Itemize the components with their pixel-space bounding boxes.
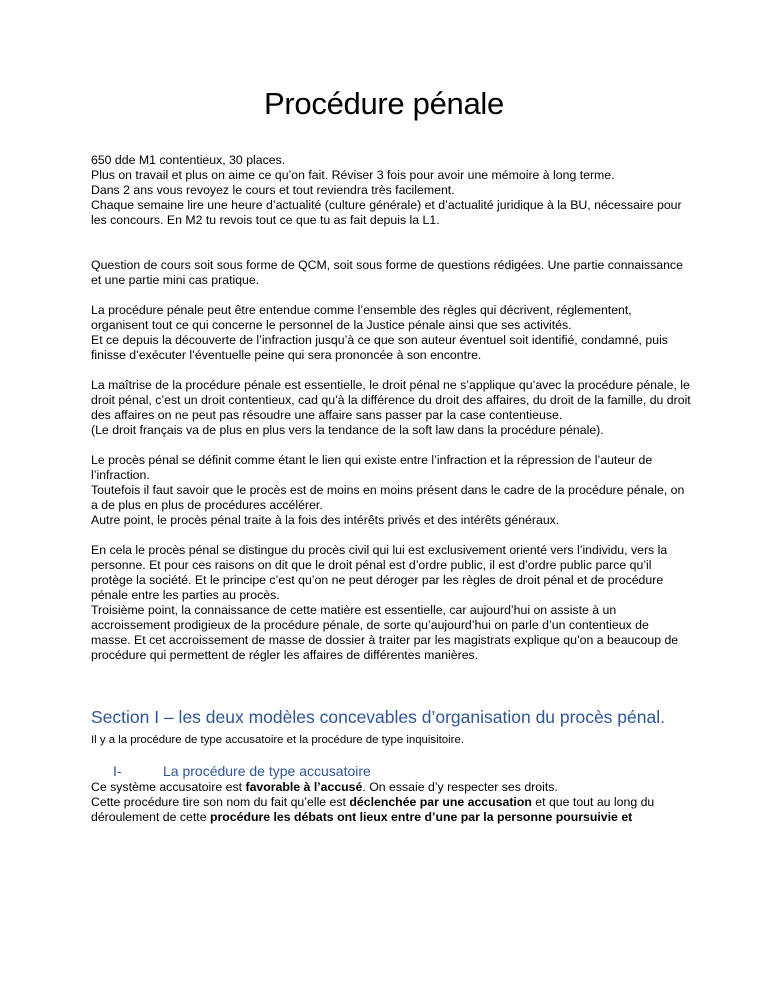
paragraph: Dans 2 ans vous revoyez le cours et tout reviendra très facilement. [91,183,455,197]
text-run: et que tout au long du déroulement de cette [91,795,655,824]
exam-paragraph: Question de cours soit sous forme de QCM, soit sous forme de questions rédigées. Une partie connaissance et une partie mini cas pratique. [91,258,683,287]
paragraph: En cela le procès pénal se distingue du procès civil qui lui est exclusivement orienté vers l’individu, vers la personne. Et pour ces raisons on dit que le droit pénal est d’ordre public, il est d’ordre public parce qu’il protège la société. Et le principe c’est qu’on ne peut déroger par les règles de droit pénal et de procédure pénale entre les parties au procès. [91,543,668,602]
paragraph: La procédure pénale peut être entendue comme l’ensemble des règles qui décrivent, réglementent, organisent tout ce qui concerne le personnel de la Justice pénale ainsi que ses activités. [91,303,632,332]
bold-text: procédure les débats ont lieux entre d’une par la personne poursuivie et [209,810,633,824]
text-run: Cette procédure tire son nom du fait qu’elle est [91,795,350,809]
bold-text: favorable à l’accusé [245,780,363,794]
paragraph [91,780,691,795]
paragraph [91,795,691,825]
paragraph: Le procès pénal se définit comme étant le lien qui existe entre l’infraction et la répression de l’auteur de l’infraction. [91,453,653,482]
subsection-title: La procédure de type accusatoire [163,763,371,779]
section-intro: Il y a la procédure de type accusatoire et la procédure de type inquisitoire. [91,734,464,746]
paragraph: Troisième point, la connaissance de cette matière est essentielle, car aujourd’hui on assiste à un accroissement prodigieux de la procédure pénale, de sorte qu’aujourd’hui on parle d’un contentieux de masse. Et cet accroissement de masse de dossier à traiter par les magistrats explique qu’on a beaucoup de procédure qui permettent de régler les affaires de différentes manières. [91,603,679,662]
paragraph: Chaque semaine lire une heure d’actualité (culture générale) et d’actualité juridique à la BU, nécessaire pour les concours. En M2 tu revois tout ce que tu as fait depuis la L1. [91,198,682,227]
paragraph: Autre point, le procès pénal traite à la fois des intérêts privés et des intérêts généraux. [91,513,560,527]
document-body [91,153,691,825]
text-run: Ce système accusatoire est [91,780,246,794]
text-run: . On essaie d’y respecter ses droits. [362,780,558,794]
section-heading: Section I – les deux modèles concevables d’organisation du procès pénal. [91,707,665,727]
subsection-heading [91,762,691,780]
paragraph: Et ce depuis la découverte de l’infraction jusqu’à ce que son auteur éventuel soit identifié, condamné, puis finisse d’exécuter l’éventuelle peine qui sera prononcée à son encontre. [91,333,668,362]
paragraph: Plus on travail et plus on aime ce qu’on fait. Réviser 3 fois pour avoir une mémoire à long terme. [91,168,615,182]
intro-block [91,153,691,228]
bold-text: déclenchée par une accusation [349,795,532,809]
paragraph: 650 dde M1 contentieux, 30 places. [91,153,286,167]
paragraph: La maîtrise de la procédure pénale est essentielle, le droit pénal ne s’applique qu’avec la procédure pénale, le droit pénal, c’est un droit contentieux, cad qu’à la différence du droit des affaires, du droit de la famille, du droit des affaires on ne peut pas résoudre une affaire sans passer par la case contentieuse. [91,378,691,422]
paragraph: (Le droit français va de plus en plus vers la tendance de la soft law dans la procédure pénale). [91,423,604,437]
document-title: Procédure pénale [264,86,504,121]
subsection-number: I- [113,763,122,779]
paragraph: Toutefois il faut savoir que le procès est de moins en moins présent dans le cadre de la procédure pénale, on a de plus en plus de procédures accélérer. [91,483,685,512]
